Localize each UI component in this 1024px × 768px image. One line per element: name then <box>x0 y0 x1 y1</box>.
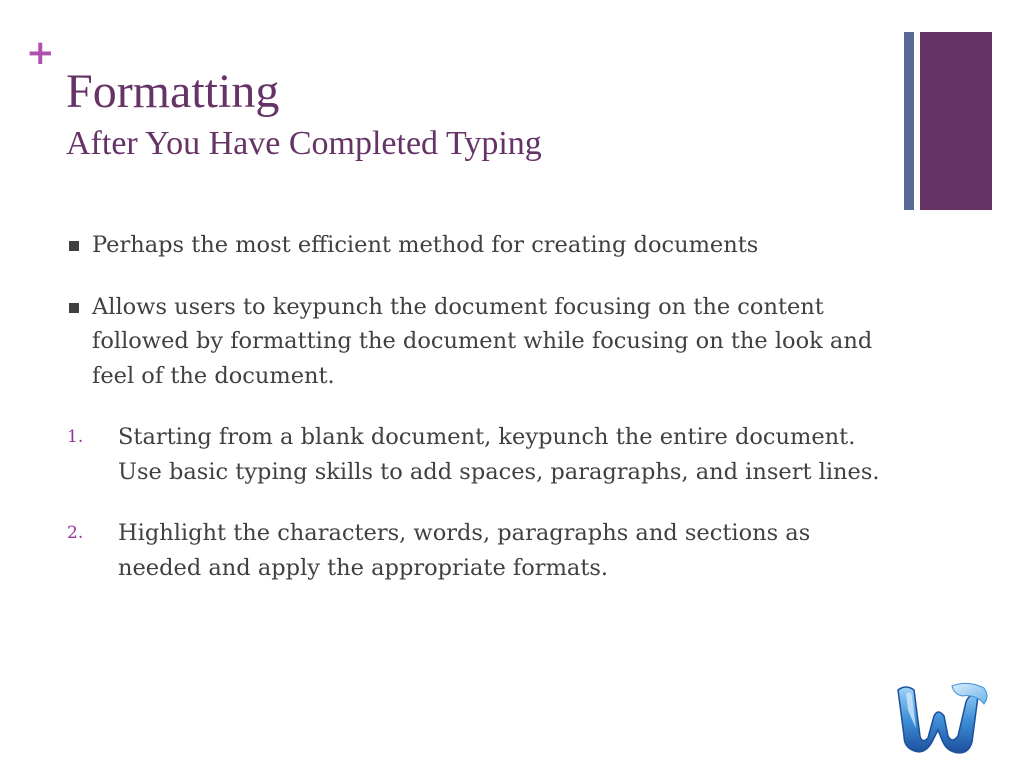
square-bullet-icon <box>69 241 79 251</box>
square-bullet-icon <box>69 303 79 313</box>
decorative-bar-thin <box>904 32 914 210</box>
step-number: 2. <box>67 523 84 543</box>
bullet-item <box>66 290 886 394</box>
bullet-text: Allows users to keypunch the document focusing on the content followed by formatting the document while focusing on the look and feel of the document. <box>92 293 873 389</box>
plus-decoration: + <box>26 33 55 73</box>
microsoft-word-logo-icon <box>892 680 992 760</box>
numbered-item <box>66 420 886 489</box>
step-number: 1. <box>67 427 84 447</box>
slide-title: Formatting <box>66 65 280 118</box>
bullet-item <box>66 228 886 263</box>
step-text: Highlight the characters, words, paragraphs and sections as needed and apply the appropriate formats. <box>118 520 811 581</box>
slide-body <box>66 228 886 612</box>
decorative-bar-thick <box>920 32 992 210</box>
slide-subtitle: After You Have Completed Typing <box>66 125 542 162</box>
numbered-item <box>66 516 886 585</box>
bullet-text: Perhaps the most efficient method for creating documents <box>92 232 759 258</box>
step-text: Starting from a blank document, keypunch the entire document. Use basic typing skills to add spaces, paragraphs, and insert lines. <box>118 424 880 485</box>
